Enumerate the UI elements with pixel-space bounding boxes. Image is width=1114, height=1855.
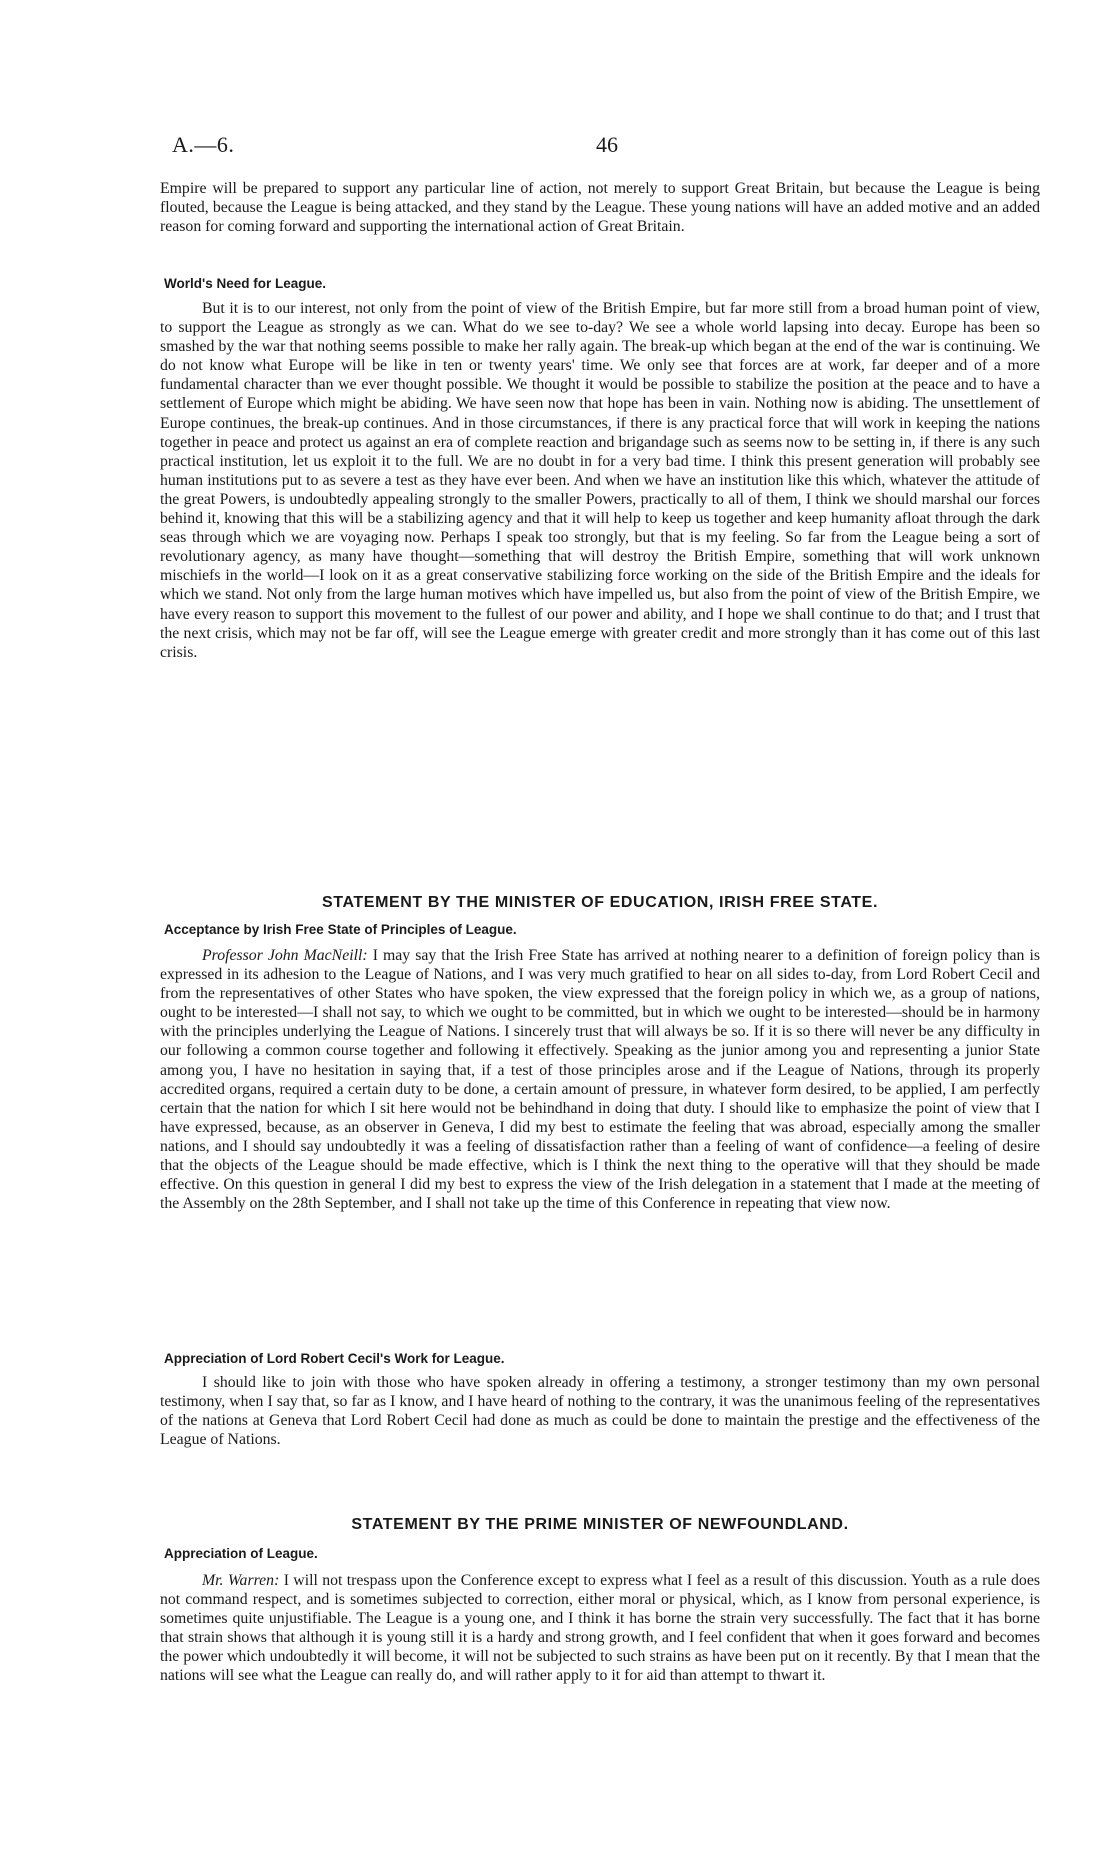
page-header xyxy=(172,132,1042,162)
speaker-name: Mr. Warren: xyxy=(202,1572,280,1589)
section-title-irish-free-state: STATEMENT BY THE MINISTER OF EDUCATION, IRISH FREE STATE. xyxy=(322,894,878,911)
paragraph-warren xyxy=(160,1571,1040,1686)
paragraph-cecil: I should like to join with those who have spoken already in offering a testimony, a stronger testimony than my own personal testimony, when I say that, so far as I know, and I have heard of nothing to the contrary, it was the unanimous feeling of the representatives of the nations at Geneva that Lord Robert Cecil had done as much as could be done to maintain the prestige and the effectiveness of the League of Nations. xyxy=(160,1374,1040,1449)
paragraph-text: I will not trespass upon the Conference except to express what I feel as a result of this discussion. Youth as a rule does not command respect, and is sometimes subjected to correction, either moral or physical, which, as I know from personal experience, is sometimes quite unjustifiable. The League is a young one, and I think it has borne the strain very successfully. The fact that it has borne that strain shows that although it is young still it is a hardy and strong growth, and I feel confident that when it goes forward and becomes the power which undoubtedly it will become, it will not be subjected to such strains as have been put on it recently. By that I mean that the nations will see what the League can really do, and will rather apply to it for aid than attempt to thwart it. xyxy=(160,1572,1040,1685)
document-reference: A.—6. xyxy=(172,132,235,157)
paragraph-continuation: Empire will be prepared to support any particular line of action, not merely to support Great Britain, but because the League is being flouted, because the League is being attacked, and they stand by the League. These young nations will have an added motive and an added reason for coming forward and supporting the international action of Great Britain. xyxy=(160,180,1040,236)
page-number: 46 xyxy=(596,132,618,157)
subheading-worlds-need: World's Need for League. xyxy=(164,276,326,291)
subheading-appreciation-cecil: Appreciation of Lord Robert Cecil's Work for League. xyxy=(164,1351,505,1366)
paragraph-text: I may say that the Irish Free State has arrived at nothing nearer to a definition of foreign policy than is expressed in its adhesion to the League of Nations, and I was very much gratified to hear on all sides to-day, from Lord Robert Cecil and from the representatives of other States who have spoken, the view expressed that the foreign policy in which we, as a group of nations, ought to be interested—I shall not say, to which we ought to be committed, but in which we ought to be interested—should be in harmony with the principles underlying the League of Nations. I sincerely trust that will always be so. If it is so there will never be any difficulty in our following a common course together and following it effectively. Speaking as the junior among you and representing a junior State among you, I have no hesitation in saying that, if a test of those principles arose and if the League of Nations, through its properly accredited organs, required a certain duty to be done, a certain amount of pressure, in whatever form desired, to be applied, I am perfectly certain that the nation for which I sit here would not be behindhand in doing that duty. I should like to emphasize the point of view that I have expressed, because, as an observer in Geneva, I did my best to estimate the feeling that was abroad, especially among the smaller nations, and I should say undoubtedly it was a feeling of dissatisfaction rather than a feeling of want of confidence—a feeling of desire that the objects of the League should be made effective, which is I think the next thing to the operative will that they should be made effective. On this question in general I did my best to express the view of the Irish delegation in a statement that I made at the meeting of the Assembly on the 28th September, and I shall not take up the time of this Conference in repeating that view now. xyxy=(160,947,1040,1213)
section-title-newfoundland: STATEMENT BY THE PRIME MINISTER OF NEWFOUNDLAND. xyxy=(351,1516,849,1533)
subheading-appreciation-league: Appreciation of League. xyxy=(164,1546,318,1561)
paragraph-worlds-need: But it is to our interest, not only from the point of view of the British Empire, but far more still from a broad human point of view, to support the League as strongly as we can. What do we see to-day? We see a whole world lapsing into decay. Europe has been so smashed by the war that nothing seems possible to make her rally again. The break-up which began at the end of the war is continuing. We do not know what Europe will be like in ten or twenty years' time. We only see that forces are at work, far deeper and of a more fundamental character than we ever thought possible. We thought it would be possible to stabilize the position at the peace and to have a settlement of Europe which might be abiding. We have seen now that hope has been in vain. Nothing now is abiding. The unsettlement of Europe continues, the break-up continues. And in those circumstances, if there is any practical force that will work in keeping the nations together in peace and protect us against an era of complete reaction and brigandage such as seems now to be setting in, if there is any such practical institution, let us exploit it to the full. We are no doubt in for a very bad time. I think this present generation will probably see human institutions put to as severe a test as they have ever been. And when we have an institution like this which, whatever the attitude of the great Powers, is undoubtedly appealing strongly to the smaller Powers, practically to all of them, I think we should marshal our forces behind it, knowing that this will be a stabilizing agency and that it will help to keep us together and keep humanity afloat through the dark seas through which we are voyaging now. Perhaps I speak too strongly, but that is my feeling. So far from the League being a sort of revolutionary agency, as many have thought—something that will destroy the British Empire, something that will work unknown mischiefs in the world—I look on it as a great conservative stabilizing force working on the side of the British Empire and the ideals for which we stand. Not only from the large human motives which have impelled us, but also from the point of view of the British Empire, we have every reason to support this movement to the fullest of our power and ability, and I hope we shall continue to do that; and I trust that the next crisis, which may not be far off, will see the League emerge with greater credit and more strongly than it has come out of this last crisis. xyxy=(160,300,1040,661)
paragraph-macneill xyxy=(160,946,1040,1213)
subheading-acceptance: Acceptance by Irish Free State of Principles of League. xyxy=(164,922,517,937)
speaker-name: Professor John MacNeill: xyxy=(202,947,368,964)
